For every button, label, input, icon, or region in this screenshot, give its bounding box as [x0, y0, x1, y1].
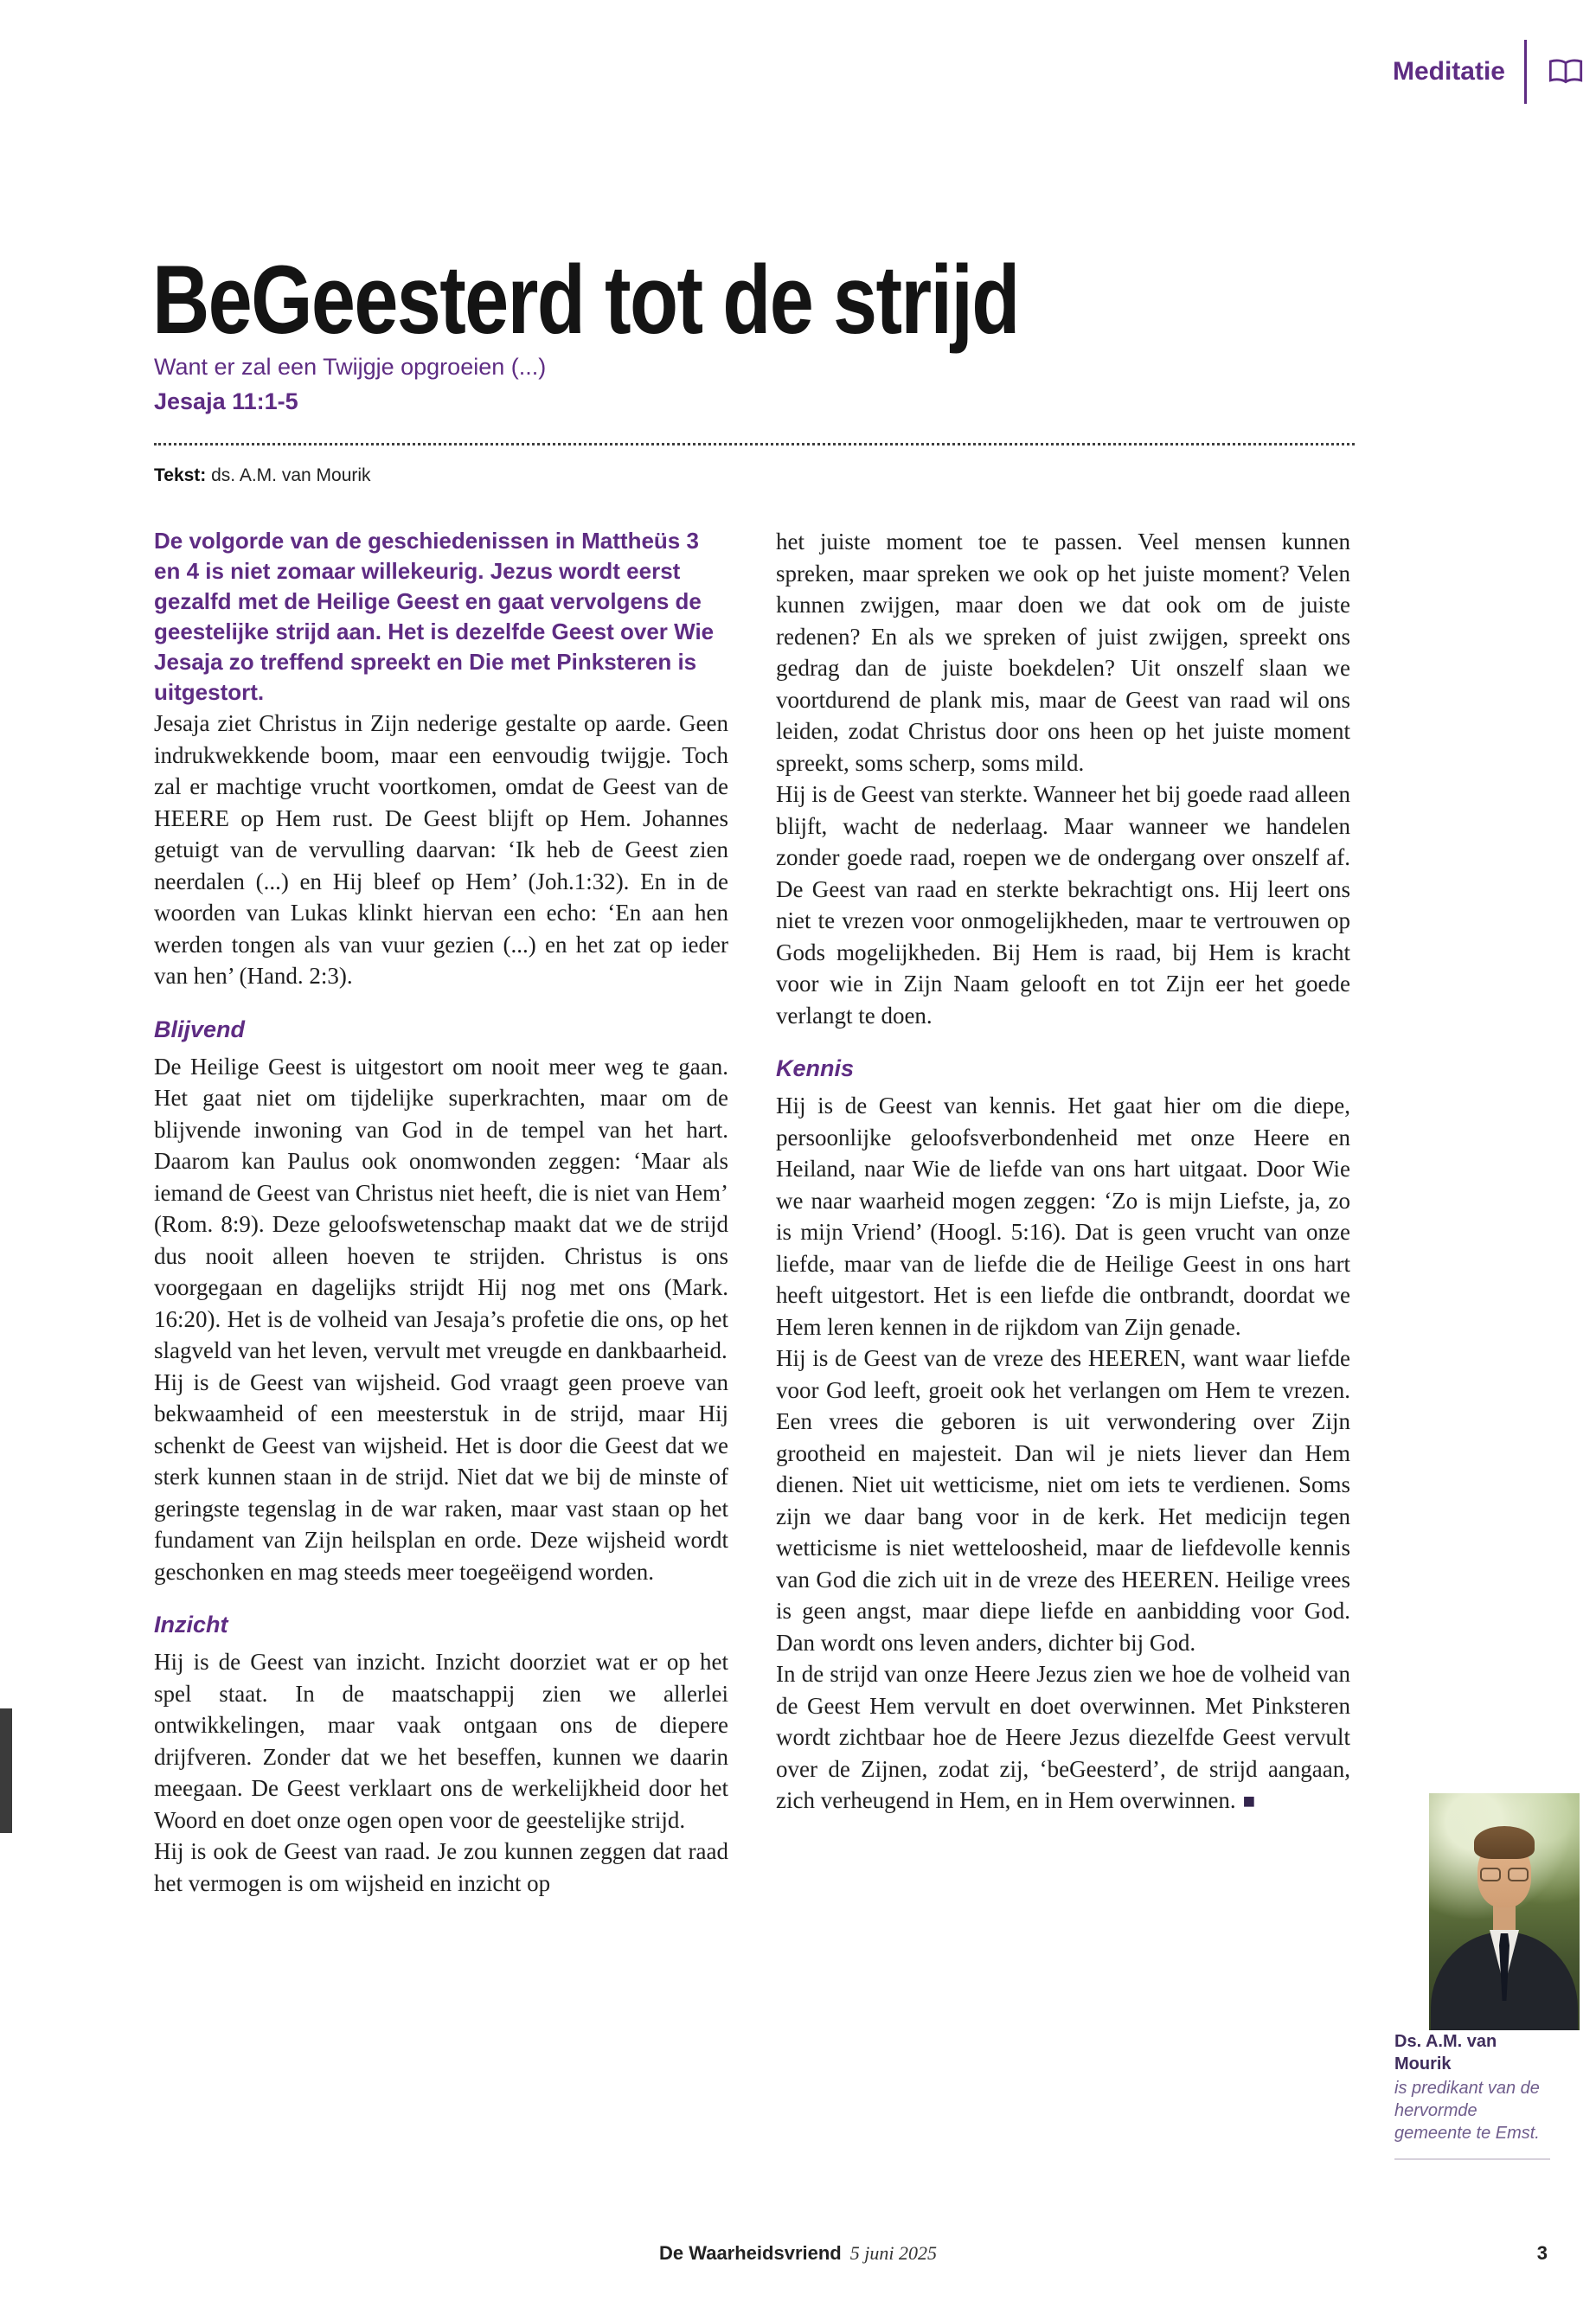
- photo-hair: [1474, 1826, 1535, 1859]
- section-heading-blijvend: Blijvend: [154, 1016, 246, 1042]
- magazine-name: De Waarheidsvriend: [659, 2242, 842, 2264]
- author-caption: [1394, 2030, 1550, 2160]
- glasses-right-lens: [1508, 1868, 1529, 1881]
- section-heading-kennis: Kennis: [776, 1055, 855, 1081]
- byline-author: ds. A.M. van Mourik: [206, 465, 371, 485]
- paragraph: Hij is de Geest van inzicht. Inzicht doorziet wat er op het spel staat. In de maatschappij zien we allerlei ontwikkelingen, maar vaak ontgaan ons de diepere drijfveren. Zonder dat we het beseffen, kunnen we daarin meegaan. De Geest verklaart ons de werkelijkheid door het Woord en doet onze ogen open voor de geestelijke strijd.: [154, 1649, 728, 1833]
- article-kicker: [154, 349, 546, 419]
- byline: [154, 465, 371, 486]
- kicker-line: Want er zal een Twijgje opgroeien (...): [154, 354, 547, 380]
- author-photo: [1429, 1793, 1580, 2030]
- section-heading-inzicht: Inzicht: [154, 1612, 228, 1638]
- body-column-right: [776, 526, 1350, 1818]
- paragraph: Jesaja ziet Christus in Zijn nederige gestalte op aarde. Geen indrukwekkende boom, maar een eenvoudig twijgje. Toch zal er machtige vrucht voortkomen, omdat de Geest van de HEERE op Hem rust. De Geest blijft op Hem. Johannes getuigt van de vervulling daarvan: ‘Ik heb de Geest zien neerdalen (...) en Hij bleef op Hem’ (Joh.1:32). En in de woorden van Lukas klinkt hiervan een echo: ‘En aan hen werden tongen als van vuur gezien (...) en het zat op ieder van hen’ (Hand. 2:3).: [154, 710, 728, 989]
- paragraph: De Heilige Geest is uitgestort om nooit meer weg te gaan. Het gaat niet om tijdelijke superkrachten, maar om de blijvende inwoning van God in de tempel van het hart. Daarom kan Paulus ook onomwonden zeggen: ‘Maar als iemand de Geest van Christus niet heeft, die is niet van Hem’ (Rom. 8:9). Deze geloofswetenschap maakt dat we de strijd dus nooit alleen hoeven te strijden. Christus is ons voorgegaan en dagelijks strijdt Hij nog met ons (Mark. 16:20). Het is de volheid van Jesaja’s profetie die ons, op het slagveld van het leven, vervult met vreugde en dankbaarheid.: [154, 1053, 728, 1363]
- masthead-divider: [1524, 40, 1527, 104]
- article-title: BeGeesterd tot de strijd: [152, 246, 1019, 355]
- byline-label: Tekst:: [154, 465, 207, 485]
- kicker-scripture-ref: Jesaja 11:1-5: [154, 388, 298, 414]
- edge-section-tab: [0, 1708, 12, 1833]
- closing-paragraph: [776, 1658, 1350, 1818]
- open-book-icon: [1546, 58, 1586, 86]
- closing-text: In de strijd van onze Heere Jezus zien we hoe de volheid van de Geest Hem vervult en doet overwinnen. Met Pinksteren wordt zichtbaar hoe de Heere Jezus diezelfde Geest vervult over de Zijnen, zodat zij, ‘beGeesterd’, de strijd aangaan, zich verheugend in Hem, en in Hem overwinnen.: [776, 1661, 1350, 1813]
- issue-date: 5 juni 2025: [849, 2242, 937, 2264]
- author-name: Ds. A.M. van Mourik: [1394, 2032, 1497, 2073]
- body-column-left: [154, 526, 728, 1899]
- paragraph: het juiste moment toe te passen. Veel mensen kunnen spreken, maar spreken we ook op het juiste moment? Velen kunnen zwijgen, maar doen we dat ook om de juiste redenen? En als we spreken of juist zwijgen, spreekt ons gedrag dan de juiste boekdelen? Uit onszelf slaan we voortdurend de plank mis, maar de Geest van raad wil ons leiden, zodat Christus door ons heen op het juiste moment spreekt, soms scherp, soms mild.: [776, 529, 1350, 776]
- paragraph: Hij is de Geest van sterkte. Wanneer het bij goede raad alleen blijft, wacht de nederlaag. Maar wanneer we handelen zonder goede raad, roepen we de ondergang over onszelf af. De Geest van raad en sterkte bekrachtigt ons. Hij leert ons niet te vrezen voor onmogelijkheden, maar te vertrouwen op Gods mogelijkheden. Bij Hem is raad, bij Hem is kracht voor wie in Zijn Naam gelooft en tot Zijn eer het goede verlangt te doen.: [776, 781, 1350, 1029]
- glasses-left-lens: [1480, 1868, 1501, 1881]
- section-label: Meditatie: [1392, 57, 1505, 86]
- end-mark: ■: [1242, 1791, 1256, 1813]
- photo-glasses: [1480, 1868, 1529, 1881]
- paragraph: Hij is de Geest van wijsheid. God vraagt geen proeve van bekwaamheid of een meesterstuk in de strijd, maar Hij schenkt de Geest van wijsheid. Het is door die Geest dat we sterk kunnen staan in de strijd. Niet dat we bij de minste of geringste tegenslag in de war raken, maar vast staan op het fundament van Zijn heilsplan en orde. Deze wijsheid wordt geschonken en mag steeds meer toegeëigend worden.: [154, 1368, 728, 1585]
- dotted-separator: [154, 443, 1355, 445]
- masthead: [1393, 40, 1586, 104]
- intro-paragraph: De volgorde van de geschiedenissen in Mattheüs 3 en 4 is niet zomaar willekeurig. Jezus wordt eerst gezalfd met de Heilige Geest en gaat vervolgens de geestelijke strijd aan. Het is dezelfde Geest over Wie Jesaja zo treffend spreekt en Die met Pinksteren is uitgestort.: [154, 528, 715, 705]
- paragraph: Hij is ook de Geest van raad. Je zou kunnen zeggen dat raad het vermogen is om wijsheid en inzicht op: [154, 1838, 728, 1896]
- page-number: 3: [1536, 2242, 1548, 2264]
- paragraph: Hij is de Geest van kennis. Het gaat hier om die diepe, persoonlijke geloofsverbondenheid met onze Heere en Heiland, naar Wie de liefde van ons hart uitgaat. Door Wie we naar waarheid mogen zeggen: ‘Zo is mijn Liefste, ja, zo is mijn Vriend’ (Hoogl. 5:16). Dat is geen vrucht van onze liefde, maar van de liefde die de Heilige Geest in ons hart heeft uitgestort. Het is een liefde die ontbrandt, doordat we Hem leren kennen in de rijkdom van Zijn genade.: [776, 1093, 1350, 1340]
- author-bio: is predikant van de hervormde gemeente te Emst.: [1394, 2079, 1540, 2143]
- page-footer: [0, 2242, 1596, 2265]
- paragraph: Hij is de Geest van de vreze des HEEREN, want waar liefde voor God leeft, groeit ook het verlangen om Hem te vrezen. Een vrees die geboren is uit verwondering over Zijn grootheid en majesteit. Dan wil je niets liever dan Hem dienen. Niet uit wetticisme, niet om iets te verdienen. Soms zijn we daar bang voor in de kerk. Het medicijn tegen wetticisme is niet wetteloosheid, maar de liefdevolle kennis van God die zich uit in de vreze des HEEREN. Heilige vrees is geen angst, maar diepe liefde en aanbidding voor God. Dan wordt ons leven anders, dichter bij God.: [776, 1345, 1350, 1656]
